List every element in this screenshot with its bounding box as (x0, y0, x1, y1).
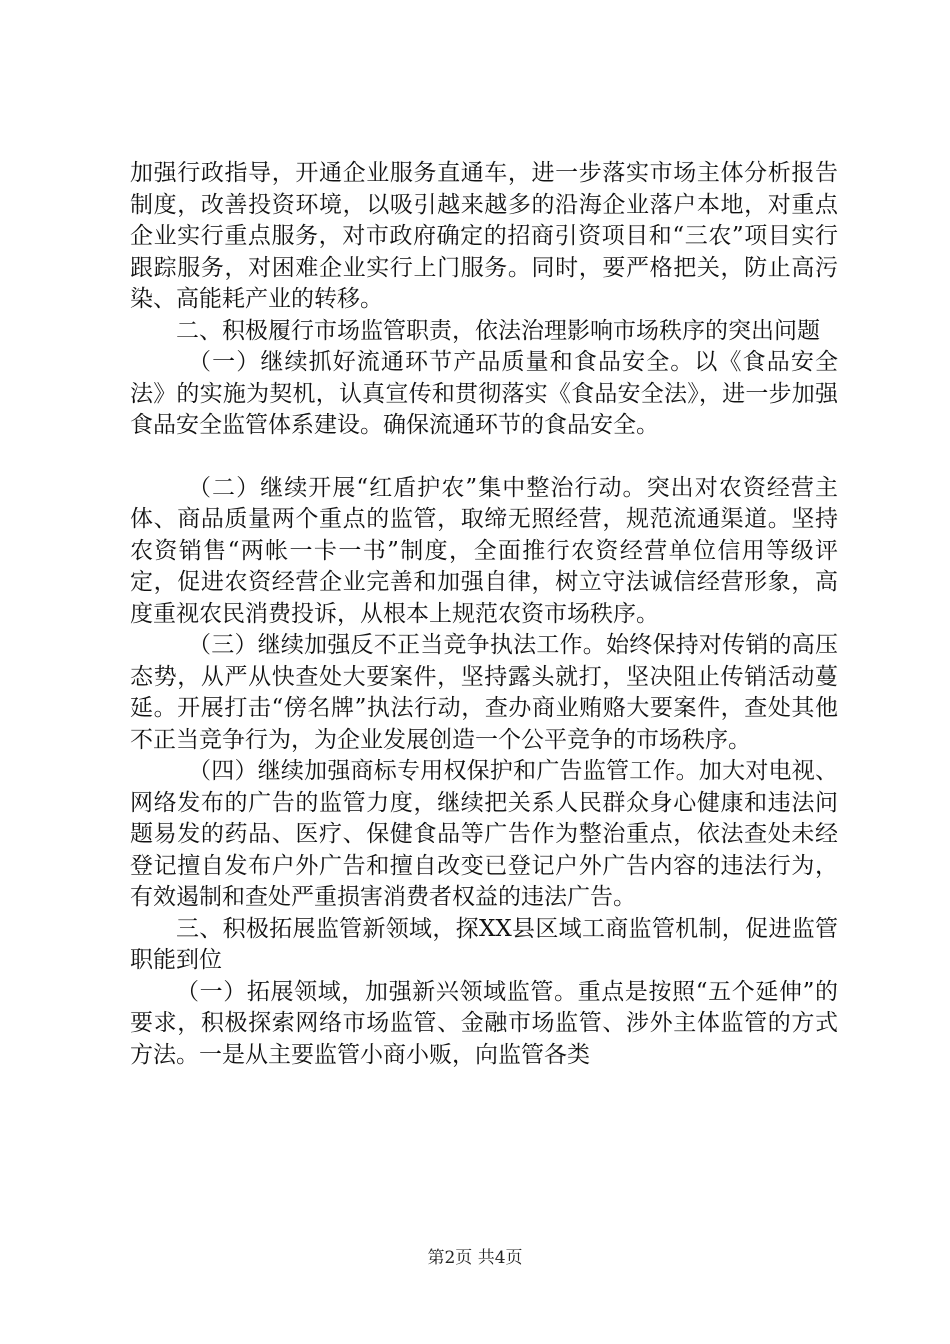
paragraph-trademark-advertising: （四）继续加强商标专用权保护和广告监管工作。加大对电视、网络发布的广告的监管力度，继续把关系人民群众身心健康和违法问题易发的药品、医疗、保健食品等广告作为整治重点，依法查处未经登记擅自发布户外广告和擅自改变已登记户外广告内容的违法行为，有效遏制和查处严重损害消费者权益的违法广告。 (130, 758, 838, 910)
paragraph-red-shield: （二）继续开展“红盾护农”集中整治行动。突出对农资经营主体、商品质量两个重点的监管，取缔无照经营，规范流通渠道。坚持农资销售“两帐一卡一书”制度，全面推行农资经营单位信用等级评定，促进农资经营企业完善和加强自律，树立守法诚信经营形象，高度重视农民消费投诉，从根本上规范农资市场秩序。 (130, 474, 838, 627)
paragraph-unfair-competition: （三）继续加强反不正当竞争执法工作。始终保持对传销的高压态势，从严从快查处大要案件，坚持露头就打，坚决阻止传销活动蔓延。开展打击“傍名牌”执法行动，查办商业贿赂大要案件，查处其他不正当竞争行为，为企业发展创造一个公平竞争的市场秩序。 (130, 632, 838, 753)
paragraph-new-fields: （一）拓展领域，加强新兴领域监管。重点是按照“五个延伸”的要求，积极探索网络市场监管、金融市场监管、涉外主体监管的方式方法。一是从主要监管小商小贩，向监管各类 (130, 978, 838, 1068)
page-number-footer: 第2页 共4页 (427, 1248, 523, 1268)
section-heading-three: 三、积极拓展监管新领域，探XX县区域工商监管机制，促进监管职能到位 (130, 915, 838, 973)
document-body (130, 158, 838, 1071)
paragraph-food-safety: （一）继续抓好流通环节产品质量和食品安全。以《食品安全法》的实施为契机，认真宣传和贯彻落实《食品安全法》，进一步加强食品安全监管体系建设。确保流通环节的食品安全。 (130, 349, 838, 438)
section-heading-two: 二、积极履行市场监管职责，依法治理影响市场秩序的突出问题 (176, 317, 820, 344)
paragraph-continuation: 加强行政指导，开通企业服务直通车，进一步落实市场主体分析报告制度，改善投资环境，以吸引越来越多的沿海企业落户本地，对重点企业实行重点服务，对市政府确定的招商引资项目和“三农”项目实行跟踪服务，对困难企业实行上门服务。同时，要严格把关，防止高污染、高能耗产业的转移。 (130, 160, 838, 312)
